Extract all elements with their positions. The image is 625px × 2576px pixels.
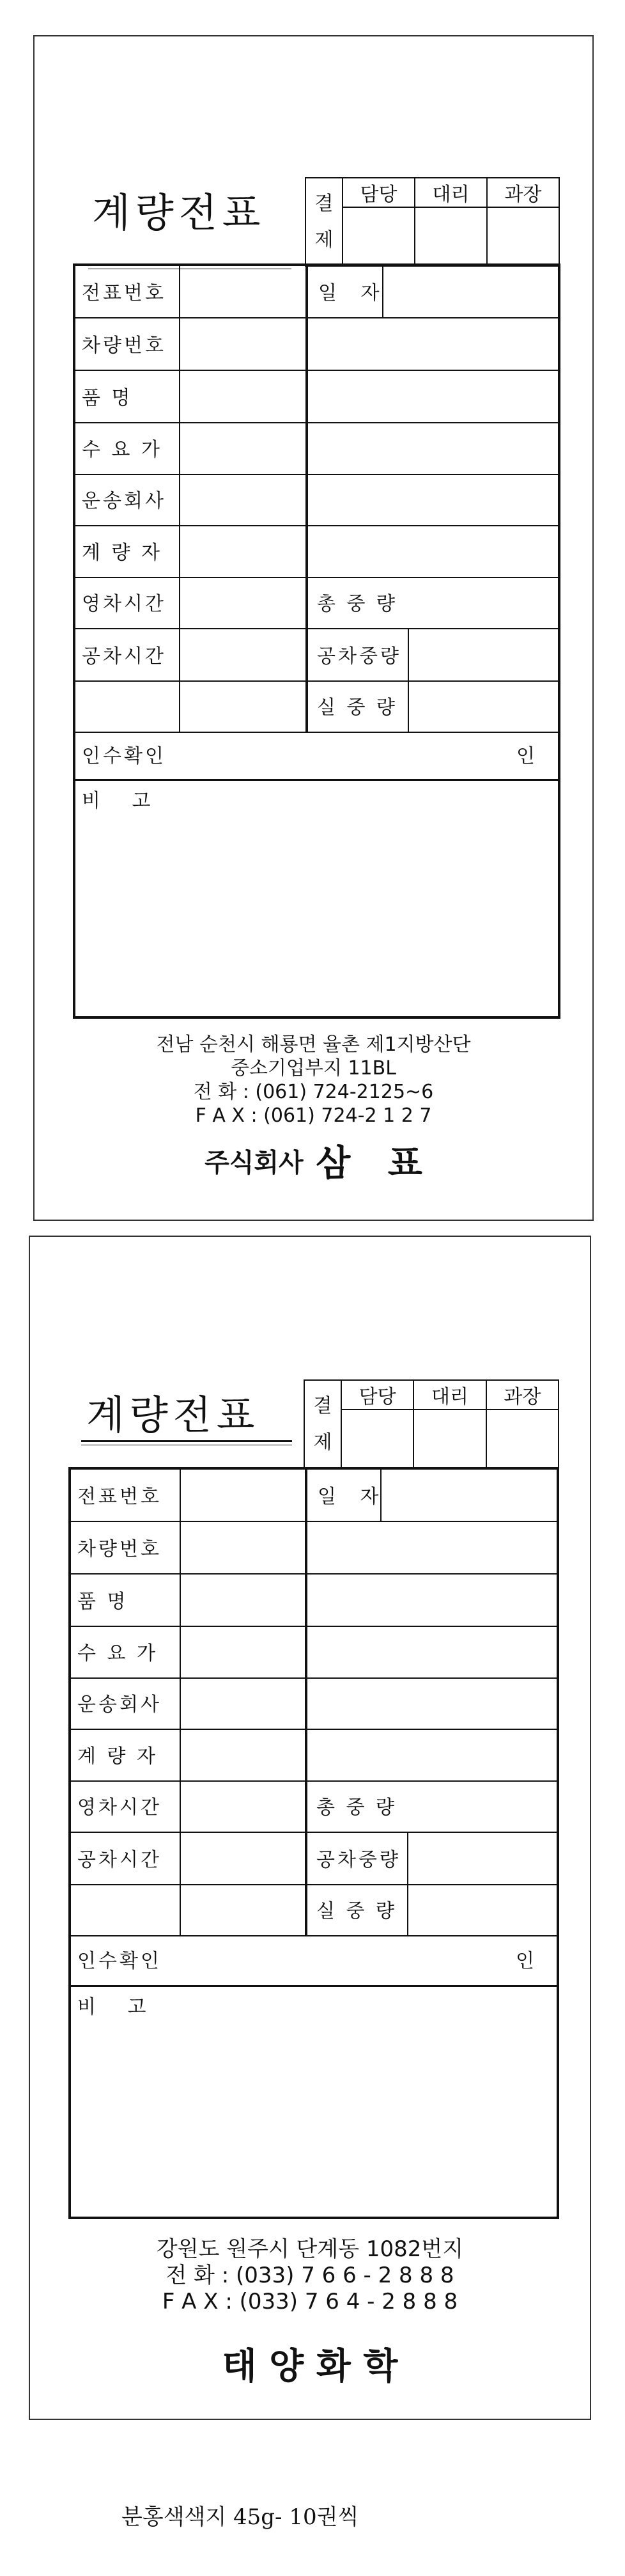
label-net-weight: 실 중 량 [316, 1900, 397, 1922]
approval-label: 결 제 [304, 1380, 341, 1468]
label-loaded-time: 영차시간 [77, 1796, 162, 1819]
paper-spec-note: 분홍색색지 45g- 10권씩 [121, 2504, 359, 2530]
receipt-seal: 인 [516, 745, 537, 767]
ticket-form-grid [73, 263, 560, 1019]
label-date: 일 자 [318, 282, 389, 304]
approval-sign-assistant[interactable] [413, 1410, 486, 1468]
label-receipt-confirm: 인수확인 [77, 1950, 162, 1972]
approval-col-chief: 과장 [487, 178, 559, 207]
label-remarks: 비 고 [82, 790, 164, 812]
label-weigher: 계 량 자 [82, 542, 163, 564]
ticket-title: 계량전표 [86, 1392, 260, 1438]
label-gross-weight: 총 중 량 [316, 1796, 397, 1819]
label-net-weight: 실 중 량 [317, 696, 398, 719]
label-carrier: 운송회사 [82, 490, 166, 512]
approval-col-chief: 과장 [486, 1380, 559, 1410]
label-customer: 수 요 가 [77, 1642, 158, 1665]
approval-sign-chief[interactable] [486, 1410, 559, 1468]
label-vehicle-number: 차량번호 [82, 334, 166, 357]
approval-sign-assistant[interactable] [415, 207, 487, 266]
ticket-samp: 계량전표 결 제 담당 대리 과장 전표번호 일 자 차량번호 품 명 수 요 가 운송회사 계 량 자 영차시간 총 중 량 공차시간 공차중량 실 중 량 인수확인 인 비 고 전남 순천시 해룡면 율촌 제1지방산단 중소기업부지 11BL 전 화 : (061) 724-2125~6 F A X : (061) 724-2 1 2 7 주식회사 삼 표 [33, 35, 594, 1221]
label-receipt-confirm: 인수확인 [82, 745, 166, 767]
approval-box [305, 177, 560, 267]
approval-sign-chief[interactable] [487, 207, 559, 266]
label-remarks: 비 고 [77, 1996, 159, 2018]
label-slip-number: 전표번호 [82, 282, 166, 304]
approval-box [304, 1379, 559, 1469]
label-empty-time: 공차시간 [82, 645, 166, 668]
company-name: 태 양 화 학 [222, 2346, 398, 2387]
approval-col-assistant: 대리 [413, 1380, 486, 1410]
label-slip-number: 전표번호 [77, 1486, 162, 1508]
approval-col-manager: 담당 [343, 178, 415, 207]
approval-col-manager: 담당 [341, 1380, 413, 1410]
ticket-title: 계량전표 [92, 189, 266, 236]
receipt-seal: 인 [516, 1950, 537, 1972]
label-customer: 수 요 가 [82, 439, 163, 461]
approval-sign-manager[interactable] [343, 207, 415, 266]
label-item: 품 명 [82, 387, 133, 409]
label-vehicle-number: 차량번호 [77, 1538, 162, 1560]
label-tare-weight: 공차중량 [316, 1849, 401, 1871]
ticket-taeyang: 계량전표 결 제 담당 대리 과장 전표번호 일 자 차량번호 품 명 수 요 가 운송회사 계 량 자 영차시간 총 중 량 공차시간 공차중량 실 중 량 인수확인 인 비 고 강원도 원주시 단계동 1082번지 전 화 : (033) 7 6 6 - 2 8 8 8 F A X : (033) 7 6 4 - 2 8 8 8 태 양 화 학 [29, 1236, 591, 2420]
company-name: 주식회사 삼 표 [204, 1143, 422, 1184]
label-gross-weight: 총 중 량 [317, 593, 398, 615]
label-loaded-time: 영차시간 [82, 593, 166, 615]
label-weigher: 계 량 자 [77, 1745, 158, 1768]
approval-label: 결 제 [305, 178, 343, 266]
ticket-form-grid [68, 1467, 559, 2219]
label-item: 품 명 [77, 1590, 128, 1613]
approval-col-assistant: 대리 [415, 178, 487, 207]
label-carrier: 운송회사 [77, 1693, 162, 1716]
label-empty-time: 공차시간 [77, 1849, 162, 1871]
title-underline [81, 1440, 292, 1445]
label-tare-weight: 공차중량 [317, 645, 401, 668]
approval-sign-manager[interactable] [341, 1410, 413, 1468]
label-date: 일 자 [318, 1486, 388, 1508]
